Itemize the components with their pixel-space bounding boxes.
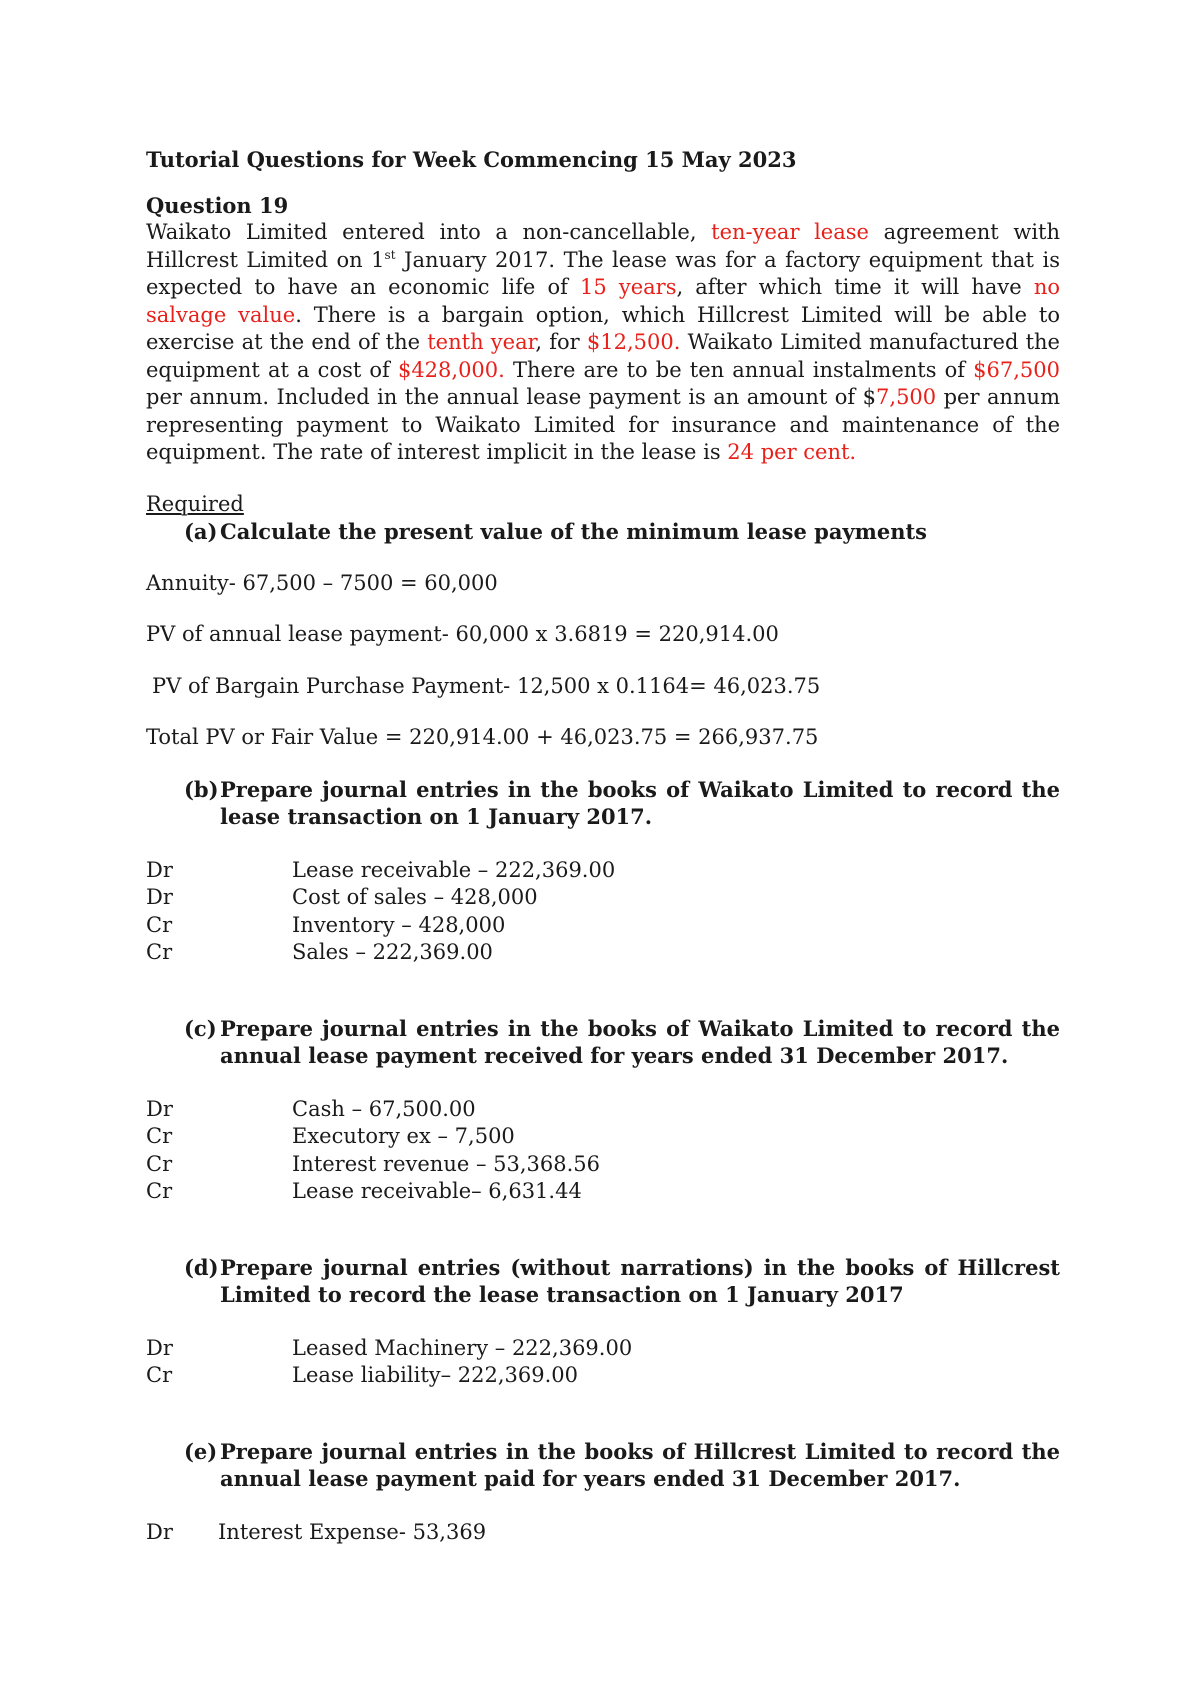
journal-entry — [146, 1123, 1060, 1151]
intro-text: Waikato Limited manufactured the equipment at a cost of — [146, 330, 1060, 382]
part-a-heading — [184, 518, 1060, 546]
journal-entry — [146, 884, 1060, 912]
entry-side: Dr — [146, 1335, 173, 1360]
intro-text: , after which time it will have — [676, 275, 1034, 299]
journal-entry — [146, 1335, 1060, 1363]
question-body — [146, 219, 1060, 467]
entry-side: Dr — [146, 857, 173, 882]
part-label: (c) — [184, 1015, 217, 1041]
part-label: (a) — [184, 519, 218, 544]
required-label: Required — [146, 491, 244, 516]
entry-account: Cost of sales – 428,000 — [292, 885, 538, 909]
highlight-salvage-value: no salvage value — [146, 275, 1061, 327]
intro-text: January 2017. The lease was for a factory equipment that is expected to have an economic life of — [146, 247, 1060, 299]
entry-account: Lease receivable – 222,369.00 — [292, 857, 616, 882]
ordinal-suffix: st — [384, 247, 396, 262]
entry-side: Cr — [146, 1363, 173, 1387]
entry-side: Cr — [146, 940, 173, 964]
calc-pv-annual: PV of annual lease payment- 60,000 x 3.6819 = 220,914.00 — [146, 622, 779, 646]
journal-entry — [146, 1096, 1060, 1124]
part-d-heading — [184, 1254, 1060, 1309]
journal-entry — [146, 1178, 1060, 1206]
entry-side: Cr — [146, 1151, 173, 1176]
intro-text: , for — [535, 330, 587, 354]
highlight-lease-term: ten-year lease — [711, 220, 869, 244]
highlight-interest-rate: 24 per cent. — [727, 440, 857, 464]
journal-entry — [146, 1151, 1060, 1179]
document-page — [146, 146, 1060, 1546]
intro-text: Waikato Limited entered into a non-cancellable, — [146, 220, 712, 244]
calc-annuity: Annuity- 67,500 – 7500 = 60,000 — [146, 570, 498, 595]
document-title: Tutorial Questions for Week Commencing 15 May 2023 — [146, 147, 797, 172]
entry-side: Cr — [146, 912, 173, 937]
intro-text: per annum representing payment to Waikato Limited for insurance and maintenance of the equipment. The rate of interest implicit in the lease is — [146, 385, 1060, 464]
entry-account: Leased Machinery – 222,369.00 — [292, 1335, 633, 1360]
part-c-heading — [184, 1015, 1060, 1070]
entry-account: Inventory – 428,000 — [292, 912, 506, 937]
entry-account: Cash – 67,500.00 — [292, 1096, 476, 1121]
entry-account: Lease liability– 222,369.00 — [292, 1363, 579, 1387]
intro-text: agreement with Hillcrest Limited on 1 — [146, 220, 1061, 272]
part-text: Prepare journal entries in the books of Waikato Limited to record the annual lease payment received for years ended 31 December 2017. — [220, 1015, 1060, 1068]
intro-text: There are to be ten annual instalments of — [504, 357, 974, 382]
part-label: (b) — [184, 776, 219, 802]
part-label: (d) — [184, 1254, 219, 1280]
part-text: Calculate the present value of the minimum lease payments — [220, 519, 928, 544]
part-b-heading — [184, 776, 1060, 831]
highlight-economic-life: 15 years — [580, 275, 677, 299]
part-text: Prepare journal entries in the books of Hillcrest Limited to record the annual lease payment paid for years ended 31 December 2017. — [220, 1438, 1060, 1491]
highlight-option-year: tenth year — [427, 330, 536, 354]
highlight-bargain-price: $12,500. — [586, 330, 681, 354]
journal-entry — [146, 1362, 1060, 1390]
entry-account: Interest Expense- 53,369 — [218, 1519, 487, 1544]
highlight-instalment: $67,500 — [973, 357, 1060, 382]
entry-side: Dr — [146, 1096, 173, 1121]
entry-side: Dr — [146, 1519, 173, 1544]
highlight-cost: $428,000. — [397, 357, 505, 382]
journal-entry — [146, 939, 1060, 967]
calc-pv-bargain: PV of Bargain Purchase Payment- 12,500 x 0.1164= 46,023.75 — [152, 673, 821, 698]
journal-entry — [146, 912, 1060, 940]
entry-side: Cr — [146, 1179, 173, 1203]
part-text: Prepare journal entries (without narrations) in the books of Hillcrest Limited to record the lease transaction on 1 January 2017 — [220, 1254, 1060, 1307]
entry-side: Dr — [146, 885, 173, 909]
part-label: (e) — [184, 1438, 218, 1464]
entry-account: Lease receivable– 6,631.44 — [292, 1179, 582, 1203]
question-heading: Question 19 — [146, 192, 289, 218]
calc-total: Total PV or Fair Value = 220,914.00 + 46,023.75 = 266,937.75 — [146, 725, 819, 749]
intro-text: . There is a bargain option, which Hillcrest Limited will be able to exercise at the end of the — [146, 302, 1061, 354]
entry-side: Cr — [146, 1124, 173, 1148]
entry-account: Executory ex – 7,500 — [292, 1124, 515, 1148]
part-text: Prepare journal entries in the books of Waikato Limited to record the lease transaction on 1 January 2017. — [220, 776, 1060, 829]
intro-text: per annum. Included in the annual lease payment is an amount of $ — [146, 385, 877, 409]
highlight-executory-cost: 7,500 — [876, 385, 937, 409]
journal-entry — [146, 857, 1060, 885]
entry-account: Sales – 222,369.00 — [292, 940, 493, 964]
part-e-heading — [184, 1438, 1060, 1493]
journal-entry — [146, 1519, 1060, 1547]
entry-account: Interest revenue – 53,368.56 — [292, 1151, 601, 1176]
